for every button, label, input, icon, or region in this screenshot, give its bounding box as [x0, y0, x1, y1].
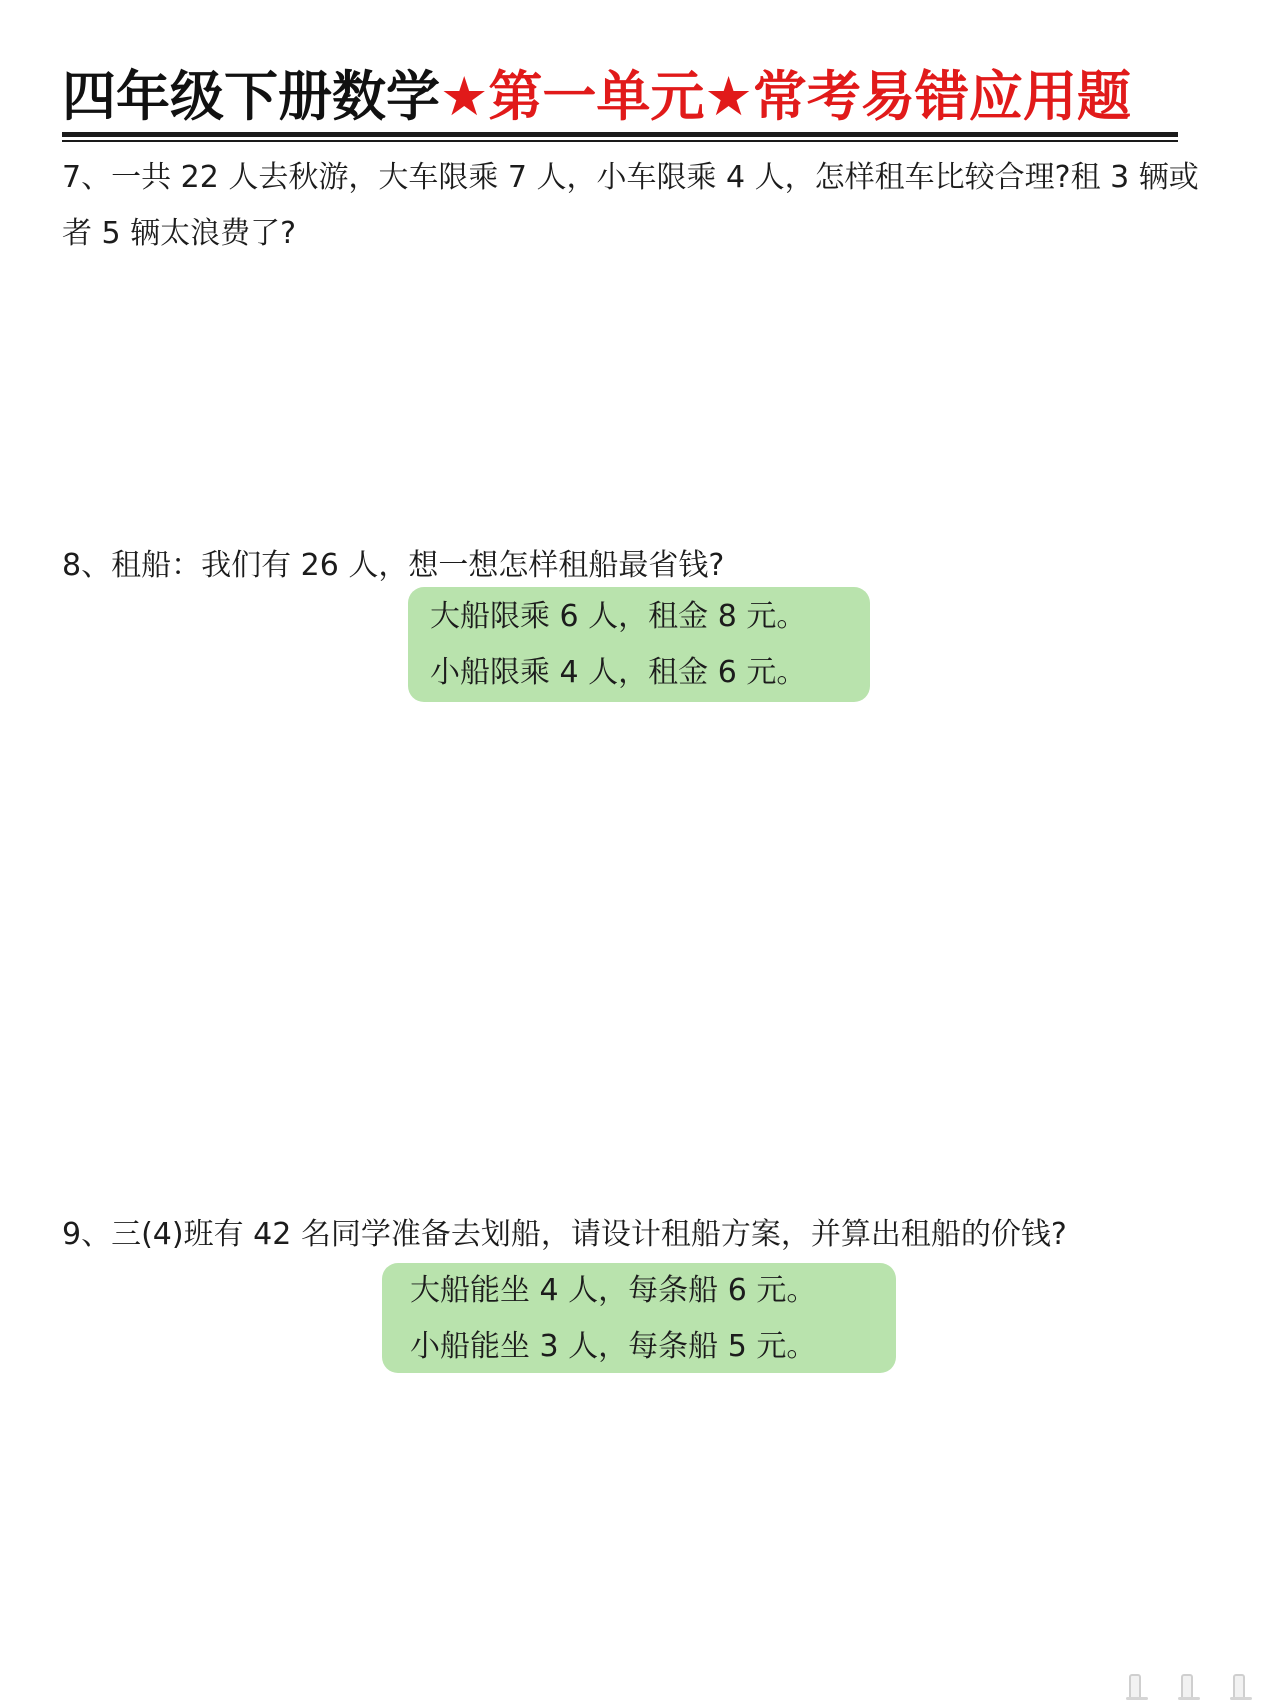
- question-8-small-boat: 小船限乘 4 人，租金 6 元。: [430, 655, 807, 690]
- question-8-big-boat: 大船限乘 6 人，租金 8 元。: [430, 599, 807, 634]
- corner-icons: [1126, 1674, 1252, 1700]
- page-marker-icon: [1126, 1674, 1148, 1700]
- question-7: 7、一共 22 人去秋游，大车限乘 7 人，小车限乘 4 人，怎样租车比较合理?租 3 辆或者 5 辆太浪费了?: [62, 160, 1199, 251]
- question-9: 9、三(4)班有 42 名同学准备去划船，请设计租船方案，并算出租船的价钱?: [62, 1217, 1067, 1252]
- question-8-info-box: [408, 587, 870, 702]
- title-grade: 四年级下册数学: [62, 65, 440, 128]
- title-underline-thin: [62, 140, 1178, 142]
- page-marker-icon: [1178, 1674, 1200, 1700]
- page-title: [62, 62, 1131, 132]
- title-underline-thick: [62, 132, 1178, 137]
- question-9-info-box: [382, 1263, 896, 1373]
- page-marker-icon: [1230, 1674, 1252, 1700]
- title-unit: ★第一单元★常考易错应用题: [440, 65, 1131, 128]
- question-9-small-boat: 小船能坐 3 人，每条船 5 元。: [410, 1329, 817, 1364]
- question-9-big-boat: 大船能坐 4 人，每条船 6 元。: [410, 1273, 817, 1308]
- question-8: 8、租船：我们有 26 人，想一想怎样租船最省钱?: [62, 548, 725, 583]
